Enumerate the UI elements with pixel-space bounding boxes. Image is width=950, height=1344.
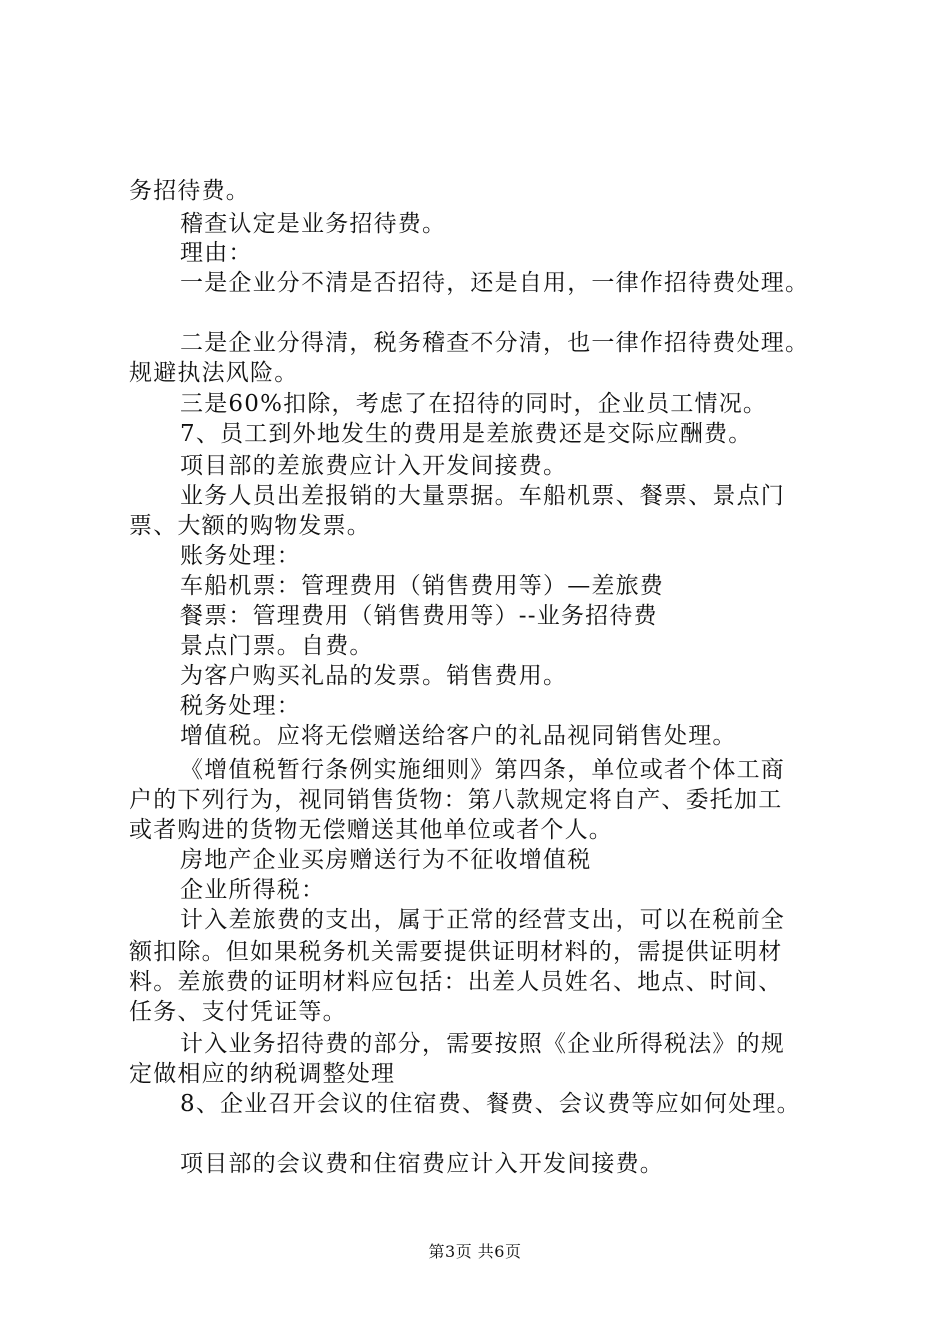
text-line: 8、企业召开会议的住宿费、餐费、会议费等应如何处理。: [180, 1091, 801, 1117]
text-line: 账务处理：: [180, 543, 301, 569]
text-line: 票、大额的购物发票。: [129, 513, 371, 539]
text-line: 三是60%扣除，考虑了在招待的同时，企业员工情况。: [180, 391, 768, 417]
text-line: 项目部的会议费和住宿费应计入开发间接费。: [180, 1151, 664, 1177]
text-line: 餐票：管理费用（销售费用等）--业务招待费: [180, 603, 658, 629]
text-line: 计入差旅费的支出，属于正常的经营支出，可以在税前全: [180, 907, 785, 933]
text-line: 《增值税暂行条例实施细则》第四条，单位或者个体工商: [180, 757, 785, 783]
text-line: 务招待费。: [129, 178, 250, 204]
text-line: 为客户购买礼品的发票。销售费用。: [180, 663, 568, 689]
text-line: 项目部的差旅费应计入开发间接费。: [180, 453, 568, 479]
text-line: 或者购进的货物无偿赠送其他单位或者个人。: [129, 817, 613, 843]
text-line: 额扣除。但如果税务机关需要提供证明材料的，需提供证明材: [129, 939, 783, 965]
text-line: 景点门票。自费。: [180, 633, 374, 659]
text-line: 理由：: [180, 240, 253, 266]
text-line: 企业所得税：: [180, 877, 326, 903]
text-line: 计入业务招待费的部分，需要按照《企业所得税法》的规: [180, 1031, 785, 1057]
text-line: 税务处理：: [180, 693, 301, 719]
text-line: 户的下列行为，视同销售货物：第八款规定将自产、委托加工: [129, 787, 783, 813]
text-line: 增值税。应将无偿赠送给客户的礼品视同销售处理。: [180, 723, 737, 749]
text-line: 7、员工到外地发生的费用是差旅费还是交际应酬费。: [180, 421, 753, 447]
text-line: 一是企业分不清是否招待，还是自用，一律作招待费处理。: [180, 270, 810, 296]
text-line: 定做相应的纳税调整处理: [129, 1061, 396, 1087]
text-line: 房地产企业买房赠送行为不征收增值税: [180, 847, 592, 873]
text-line: 车船机票：管理费用（销售费用等）—差旅费: [180, 573, 664, 599]
page-footer: 第3页 共6页: [428, 1242, 522, 1261]
text-line: 规避执法风险。: [129, 360, 299, 386]
text-line: 任务、支付凭证等。: [129, 999, 347, 1025]
text-line: 业务人员出差报销的大量票据。车船机票、餐票、景点门: [180, 483, 785, 509]
text-line: 稽查认定是业务招待费。: [180, 211, 447, 237]
text-line: 二是企业分得清，税务稽查不分清，也一律作招待费处理。: [180, 330, 810, 356]
text-line: 料。差旅费的证明材料应包括：出差人员姓名、地点、时间、: [129, 969, 783, 995]
